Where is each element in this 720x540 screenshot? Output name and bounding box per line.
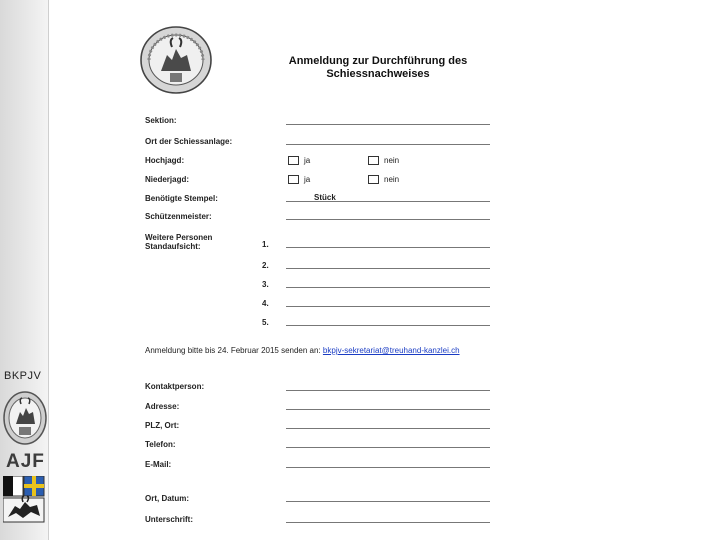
title-line-1: Anmeldung zur Durchführung des [288, 55, 468, 67]
label-niederjagd: Niederjagd: [145, 175, 190, 184]
person-number-5: 5. [262, 318, 269, 327]
label-kontaktperson: Kontaktperson: [145, 382, 205, 391]
email-input-line[interactable] [286, 467, 490, 468]
label-telefon: Telefon: [145, 440, 176, 449]
label-sektion: Sektion: [145, 116, 177, 125]
label-adresse: Adresse: [145, 402, 180, 411]
association-emblem-icon [2, 390, 48, 446]
niederjagd-nein-label: nein [384, 175, 400, 184]
ajf-logo: AJF [6, 451, 45, 472]
label-stempel: Benötigte Stempel: [145, 194, 218, 203]
label-hochjagd: Hochjagd: [145, 156, 185, 165]
label-email: E-Mail: [145, 460, 172, 469]
person-1-input-line[interactable] [286, 247, 490, 248]
document-title [278, 55, 478, 81]
schuetzenmeister-input-line[interactable] [286, 219, 490, 220]
label-ort-schiessanlage: Ort der Schiessanlage: [145, 137, 233, 146]
person-4-input-line[interactable] [286, 306, 490, 307]
kontaktperson-input-line[interactable] [286, 390, 490, 391]
person-3-input-line[interactable] [286, 287, 490, 288]
person-number-4: 4. [262, 299, 269, 308]
sidebar-label: BKPJV [4, 370, 42, 382]
sidebar [0, 0, 49, 540]
ort-schiessanlage-input-line[interactable] [286, 144, 490, 145]
association-seal-icon [139, 25, 213, 95]
weitere-line-2: Standaufsicht: [145, 242, 201, 251]
plz-ort-input-line[interactable] [286, 428, 490, 429]
hochjagd-nein-checkbox[interactable] [368, 156, 379, 165]
unterschrift-input-line[interactable] [286, 522, 490, 523]
label-plz-ort: PLZ, Ort: [145, 421, 180, 430]
ort-datum-input-line[interactable] [286, 501, 490, 502]
adresse-input-line[interactable] [286, 409, 490, 410]
niederjagd-ja-label: ja [304, 175, 311, 184]
sektion-input-line[interactable] [286, 124, 490, 125]
niederjagd-nein-checkbox[interactable] [368, 175, 379, 184]
deadline-text: Anmeldung bitte bis 24. Februar 2015 senden an: [145, 346, 321, 355]
label-schuetzenmeister: Schützenmeister: [145, 212, 212, 221]
label-ort-datum: Ort, Datum: [145, 494, 189, 503]
title-line-2: Schiessnachweises [326, 68, 430, 80]
person-number-2: 2. [262, 261, 269, 270]
person-number-1: 1. [262, 240, 269, 249]
stempel-suffix: Stück [314, 193, 336, 202]
label-unterschrift: Unterschrift: [145, 515, 194, 524]
hochjagd-nein-label: nein [384, 156, 400, 165]
person-number-3: 3. [262, 280, 269, 289]
deadline-notice [145, 346, 460, 355]
hochjagd-ja-checkbox[interactable] [288, 156, 299, 165]
email-link[interactable]: bkpjv-sekretariat@treuhand-kanzlei.ch [322, 346, 460, 355]
coat-of-arms-icon [3, 476, 45, 524]
weitere-line-1: Weitere Personen [145, 233, 213, 242]
telefon-input-line[interactable] [286, 447, 490, 448]
person-5-input-line[interactable] [286, 325, 490, 326]
person-2-input-line[interactable] [286, 268, 490, 269]
hochjagd-ja-label: ja [304, 156, 311, 165]
label-weitere-personen [145, 233, 212, 251]
niederjagd-ja-checkbox[interactable] [288, 175, 299, 184]
